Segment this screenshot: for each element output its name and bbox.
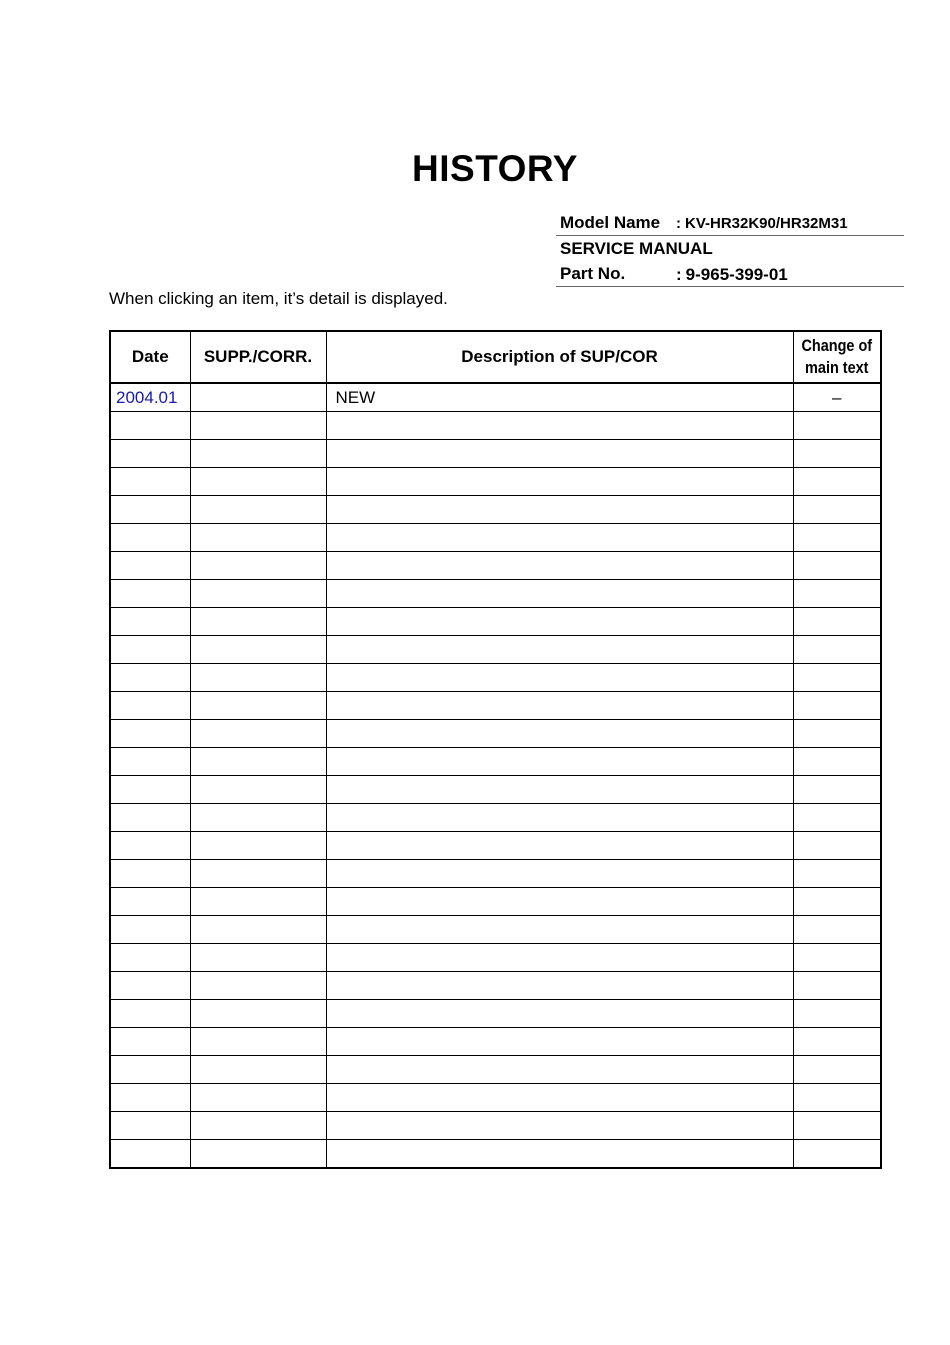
instruction-note: When clicking an item, it’s detail is displayed.	[109, 289, 448, 308]
change-cell	[793, 636, 881, 664]
date-cell	[110, 608, 190, 636]
table-row-empty	[110, 916, 881, 944]
description-cell	[326, 1084, 793, 1112]
header-description: Description of SUP/COR	[326, 331, 793, 383]
date-cell	[110, 860, 190, 888]
description-cell	[326, 692, 793, 720]
change-cell	[793, 524, 881, 552]
supp-cell	[190, 1000, 326, 1028]
header-date: Date	[110, 331, 190, 383]
page-title: HISTORY	[412, 148, 578, 189]
change-cell	[793, 468, 881, 496]
description-cell	[326, 608, 793, 636]
supp-cell	[190, 468, 326, 496]
manual-type: SERVICE MANUAL	[560, 239, 713, 258]
supp-cell	[190, 692, 326, 720]
supp-cell	[190, 412, 326, 440]
table-row-empty	[110, 1028, 881, 1056]
description-cell	[326, 552, 793, 580]
date-cell	[110, 580, 190, 608]
change-cell	[793, 552, 881, 580]
change-cell	[793, 440, 881, 468]
supp-cell	[190, 720, 326, 748]
table-row-empty	[110, 636, 881, 664]
model-name-row	[556, 210, 904, 236]
change-cell: –	[793, 383, 881, 412]
date-cell	[110, 720, 190, 748]
model-name-value: KV-HR32K90/HR32M31	[685, 215, 848, 232]
change-cell	[793, 944, 881, 972]
date-cell	[110, 412, 190, 440]
change-cell	[793, 412, 881, 440]
date-cell	[110, 1028, 190, 1056]
table-row-empty	[110, 748, 881, 776]
date-cell	[110, 1084, 190, 1112]
supp-cell	[190, 916, 326, 944]
change-cell	[793, 1000, 881, 1028]
supp-cell	[190, 580, 326, 608]
date-cell	[110, 1000, 190, 1028]
date-cell	[110, 804, 190, 832]
description-cell	[326, 1140, 793, 1169]
supp-cell	[190, 944, 326, 972]
table-row-empty	[110, 608, 881, 636]
table-row-empty	[110, 440, 881, 468]
supp-cell	[190, 664, 326, 692]
model-name-value-wrap	[676, 215, 848, 232]
change-cell	[793, 1140, 881, 1169]
change-cell	[793, 1028, 881, 1056]
supp-cell	[190, 496, 326, 524]
description-cell	[326, 580, 793, 608]
date-cell	[110, 944, 190, 972]
description-cell	[326, 496, 793, 524]
supp-cell	[190, 776, 326, 804]
table-row-empty	[110, 972, 881, 1000]
supp-cell	[190, 888, 326, 916]
header-change-of-main-text	[800, 331, 875, 383]
description-cell	[326, 776, 793, 804]
supp-cell	[190, 748, 326, 776]
date-cell	[110, 916, 190, 944]
model-name-label: Model Name	[560, 213, 661, 232]
part-no-row	[556, 261, 904, 287]
table-row[interactable]	[110, 383, 881, 412]
change-cell	[793, 832, 881, 860]
table-row-empty	[110, 860, 881, 888]
date-cell	[110, 636, 190, 664]
description-cell	[326, 832, 793, 860]
manual-type-row	[556, 236, 904, 261]
date-cell	[110, 440, 190, 468]
supp-cell	[190, 552, 326, 580]
supp-cell	[190, 804, 326, 832]
change-cell	[793, 496, 881, 524]
description-cell	[326, 860, 793, 888]
separator: :	[676, 265, 682, 284]
date-cell	[110, 524, 190, 552]
description-cell	[326, 972, 793, 1000]
date-cell	[110, 468, 190, 496]
table-row-empty	[110, 720, 881, 748]
description-cell	[326, 1112, 793, 1140]
part-no-value: 9-965-399-01	[685, 265, 788, 284]
supp-cell	[190, 1028, 326, 1056]
table-row-empty	[110, 832, 881, 860]
table-row-empty	[110, 1084, 881, 1112]
date-cell	[110, 664, 190, 692]
supp-cell	[190, 860, 326, 888]
description-cell	[326, 888, 793, 916]
description-cell	[326, 524, 793, 552]
date-cell	[110, 692, 190, 720]
change-cell	[793, 860, 881, 888]
supp-cell	[190, 832, 326, 860]
table-row-empty	[110, 776, 881, 804]
description-cell	[326, 916, 793, 944]
supp-cell	[190, 1084, 326, 1112]
description-cell	[326, 1000, 793, 1028]
table-row-empty	[110, 552, 881, 580]
date-cell	[110, 552, 190, 580]
supp-cell	[190, 608, 326, 636]
date-cell	[110, 1112, 190, 1140]
date-cell	[110, 1056, 190, 1084]
table-row-empty	[110, 664, 881, 692]
document-meta	[556, 210, 904, 287]
description-cell	[326, 468, 793, 496]
description-cell	[326, 804, 793, 832]
change-cell	[793, 1084, 881, 1112]
change-cell	[793, 1056, 881, 1084]
date-cell	[110, 776, 190, 804]
table-row-empty	[110, 1140, 881, 1169]
table-row-empty	[110, 944, 881, 972]
table-row-empty	[110, 524, 881, 552]
change-cell	[793, 916, 881, 944]
table-row-empty	[110, 1112, 881, 1140]
header-change-line2: main text	[805, 358, 869, 377]
header-supp-corr: SUPP./CORR.	[190, 331, 326, 383]
supp-cell	[190, 1140, 326, 1169]
change-cell	[793, 580, 881, 608]
supp-cell	[190, 1056, 326, 1084]
description-cell	[326, 1028, 793, 1056]
change-cell	[793, 664, 881, 692]
description-cell: NEW	[326, 383, 793, 412]
table-row-empty	[110, 468, 881, 496]
description-cell	[326, 748, 793, 776]
history-table	[109, 330, 882, 1169]
table-row-empty	[110, 888, 881, 916]
change-cell	[793, 776, 881, 804]
date-link[interactable]: 2004.01	[110, 383, 190, 412]
date-cell	[110, 1140, 190, 1169]
description-cell	[326, 944, 793, 972]
part-no-value-wrap	[676, 265, 788, 285]
header-change-line1: Change of	[801, 336, 873, 355]
supp-cell	[190, 383, 326, 412]
date-cell	[110, 496, 190, 524]
description-cell	[326, 440, 793, 468]
description-cell	[326, 412, 793, 440]
change-cell	[793, 1112, 881, 1140]
description-cell	[326, 720, 793, 748]
table-row-empty	[110, 412, 881, 440]
description-cell	[326, 1056, 793, 1084]
table-row-empty	[110, 496, 881, 524]
change-cell	[793, 748, 881, 776]
supp-cell	[190, 524, 326, 552]
table-row-empty	[110, 580, 881, 608]
supp-cell	[190, 1112, 326, 1140]
date-cell	[110, 972, 190, 1000]
date-cell	[110, 888, 190, 916]
change-cell	[793, 608, 881, 636]
change-cell	[793, 692, 881, 720]
supp-cell	[190, 972, 326, 1000]
description-cell	[326, 636, 793, 664]
table-row-empty	[110, 692, 881, 720]
change-cell	[793, 972, 881, 1000]
date-cell	[110, 832, 190, 860]
supp-cell	[190, 440, 326, 468]
separator: :	[676, 215, 681, 232]
change-cell	[793, 888, 881, 916]
table-row-empty	[110, 1000, 881, 1028]
table-header-row	[110, 331, 881, 383]
change-cell	[793, 804, 881, 832]
table-row-empty	[110, 1056, 881, 1084]
part-no-label: Part No.	[560, 264, 626, 283]
change-cell	[793, 720, 881, 748]
table-row-empty	[110, 804, 881, 832]
date-cell	[110, 748, 190, 776]
description-cell	[326, 664, 793, 692]
supp-cell	[190, 636, 326, 664]
